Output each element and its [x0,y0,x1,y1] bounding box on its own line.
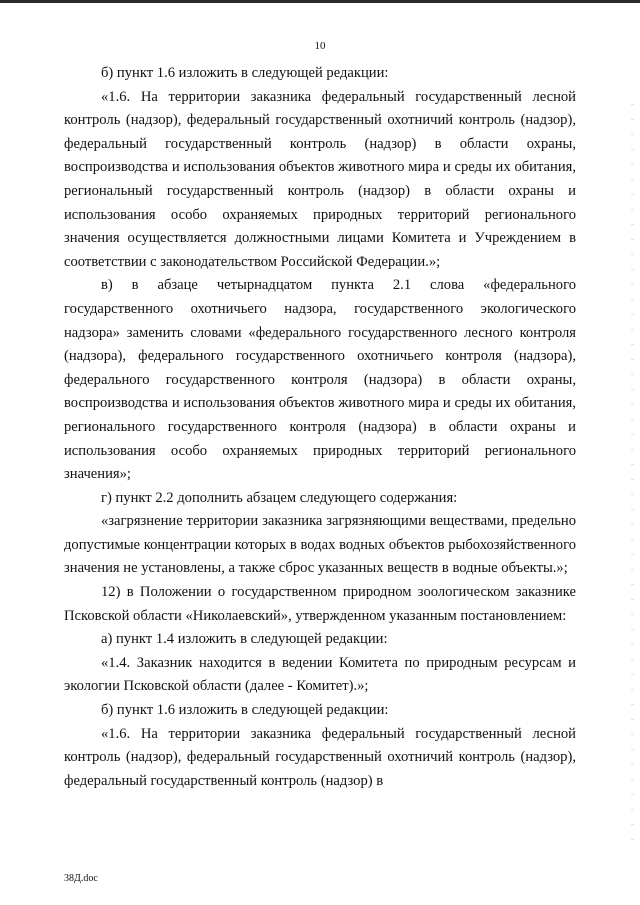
paragraph: в) в абзаце четырнадцатом пункта 2.1 слова «федерального государственного охотничьего надзора, государственного экологического надзора» заменить словами «федерального государственного лесного контроля (надзора), федерального государственного охотничьего контроля (надзора), федерального государственного контроля (надзора) в области охраны, воспроизводства и использования объектов животного мира и среды их обитания, регионального государственного контроля (надзора) в области охраны и использования особо охраняемых природных территорий регионального значения»; [64,277,576,483]
paragraph: «1.6. На территории заказника федеральный государственный лесной контроль (надзор), федеральный государственный охотничий контроль (надзор), федеральный государственный контроль (надзор) в области охраны, воспроизводства и использования объектов животного мира и среды их обитания, региональный государственный контроль (надзор) в области охраны и использования особо охраняемых природных территорий регионального значения осуществляется должностными лицами Комитета и Учреждением в соответствии с законодательством Российской Федерации.»; [64,88,576,270]
paragraph: а) пункт 1.4 изложить в следующей редакции: [101,631,388,648]
paragraph: б) пункт 1.6 изложить в следующей редакции: [101,65,389,81]
paragraph: «загрязнение территории заказника загрязняющими веществами, предельно допустимые концентрации которых в водах водных объектов рыбохозяйственного значения не установлены, а также сброс указанных веществ в водные объекты.»; [64,513,576,577]
scan-edge-marks [631,90,634,850]
paragraph: «1.6. На территории заказника федеральный государственный лесной контроль (надзор), федеральный государственный охотничий контроль (надзор), федеральный государственный контроль (надзор) в [64,725,576,789]
paragraph: г) пункт 2.2 дополнить абзацем следующего содержания: [101,489,458,506]
file-name-footer: 38Д.doc [64,873,98,884]
paragraph: 12) в Положении о государственном природном зоологическом заказнике Псковской области «Николаевский», утвержденном указанным постановлением: [64,584,576,624]
top-border [0,0,640,3]
paragraph: б) пункт 1.6 изложить в следующей редакции: [101,702,389,719]
page-number: 10 [314,40,326,52]
document-body [64,62,576,793]
paragraph: «1.4. Заказник находится в ведении Комитета по природным ресурсам и экологии Псковской области (далее - Комитет).»; [64,654,576,695]
